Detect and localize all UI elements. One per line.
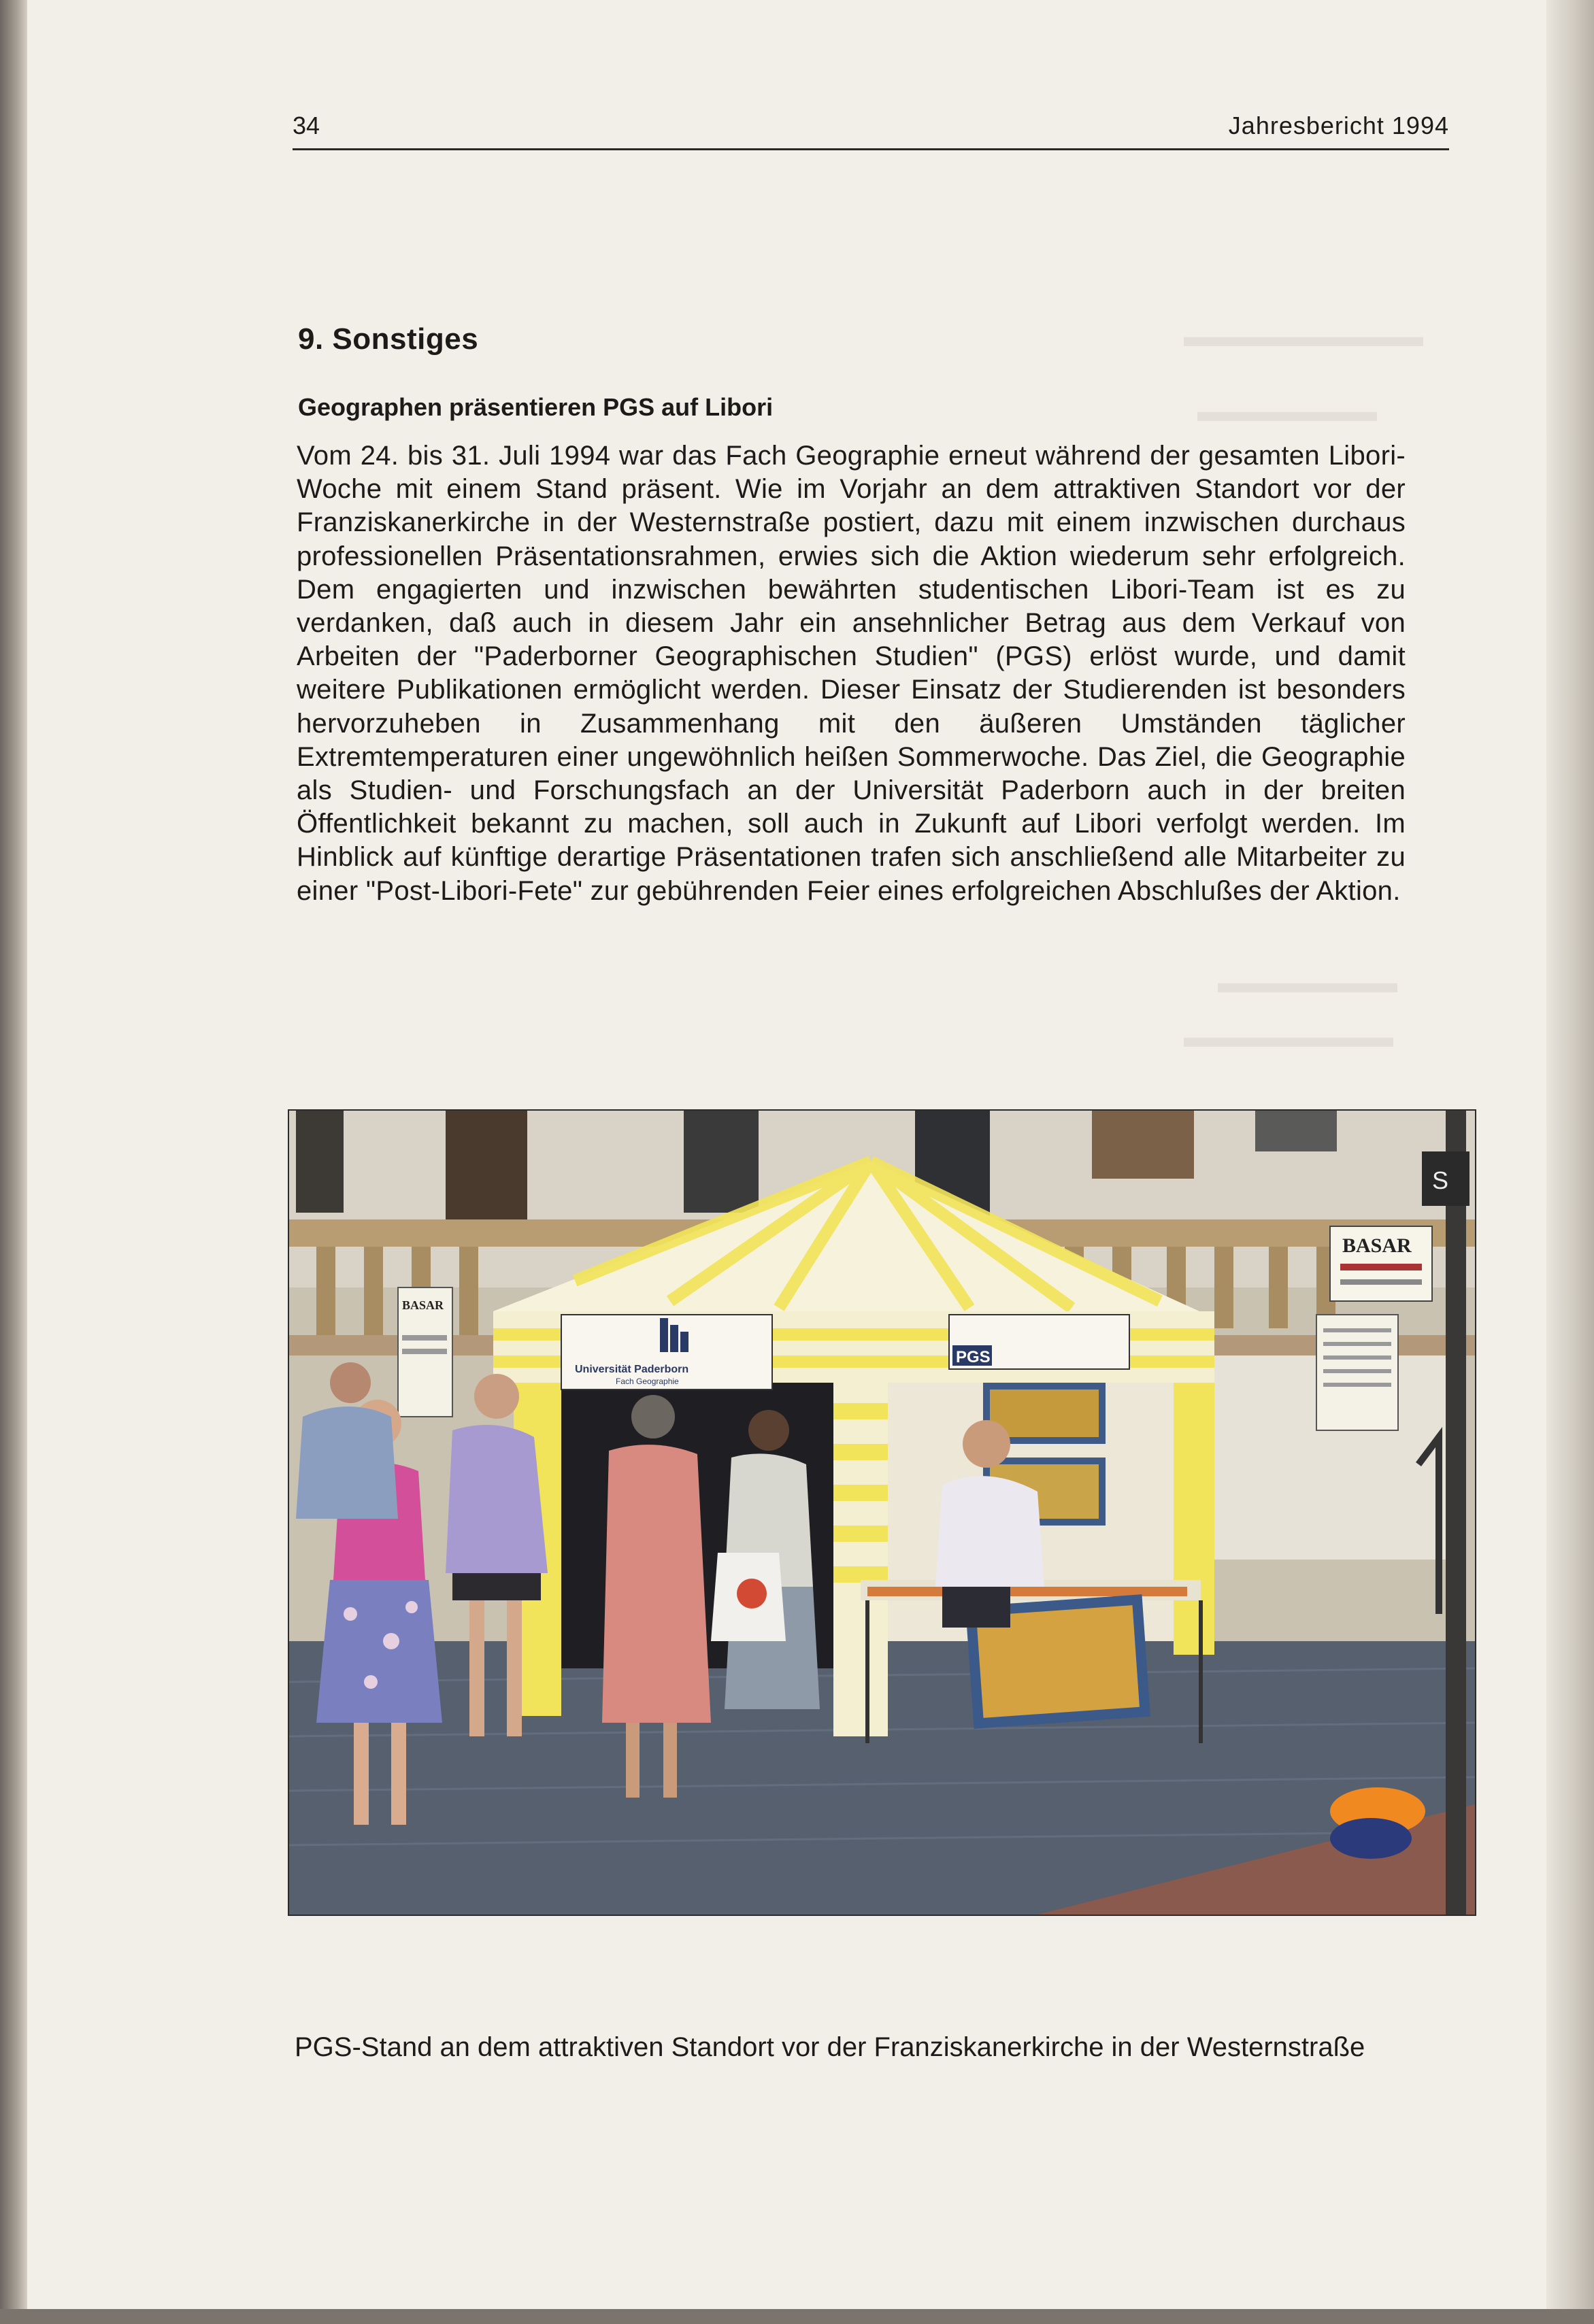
show-through-text: ▬▬▬▬▬▬▬: [1184, 1020, 1393, 1054]
running-head: Jahresbericht 1994: [1228, 112, 1449, 139]
book-spine-shadow: [0, 0, 27, 2324]
show-through-text: ▬▬▬▬▬▬: [1197, 394, 1377, 428]
sign-right-text: BASAR: [1342, 1234, 1412, 1257]
photo-caption: PGS-Stand an dem attraktiven Standort vor der Franziskanerkirche in der Westernstraße: [295, 2032, 1365, 2062]
show-through-text: ▬▬▬▬▬▬: [1218, 966, 1397, 999]
banner-pgs-text: PGS: [956, 1348, 991, 1366]
page-header: [293, 109, 1449, 150]
section-title: 9. Sonstiges: [298, 322, 479, 356]
street-sign-text: S: [1432, 1166, 1449, 1194]
photo-libori-stand: [289, 1111, 1475, 1915]
banner-university-text: Universität Paderborn: [575, 1364, 689, 1375]
show-through-text: ▬▬▬▬▬▬▬▬: [1184, 320, 1423, 353]
body-paragraph: Vom 24. bis 31. Juli 1994 war das Fach Geographie erneut während der gesamten Libori-Woche mit einem Stand präsent. Wie im Vorjahr an dem attraktiven Standort vor der Franziskanerkirche in der Westernstraße postiert, dazu mit einem inzwischen durchaus professionellen Präsentationsrahmen, erwies sich die Aktion wiederum sehr erfolgreich. Dem engagierten und inzwischen bewährten studentischen Libori-Team ist es zu verdanken, daß auch in diesem Jahr ein ansehnlicher Betrag aus dem Verkauf von Arbeiten der "Paderborner Geographischen Studien" (PGS) erlöst wurde, und damit weitere Publikationen ermöglicht werden. Dieser Einsatz der Studierenden ist besonders hervorzuheben in Zusammenhang mit den äußeren Umständen täglicher Extremtemperaturen einer ungewöhnlich heißen Sommerwoche. Das Ziel, die Geographie als Studien- und Forschungsfach an der Universität Paderborn auch in der breiten Öffentlichkeit bekannt zu machen, soll auch in Zukunft auf Libori verfolgt werden. Im Hinblick auf künftige derartige Präsentationen trafen sich anschließend alle Mitarbeiter zu einer "Post-Libori-Fete" zur gebührenden Feier eines erfolgreichen Abschlußes der Aktion.: [297, 441, 1406, 906]
banner-faculty-text: Fach Geographie: [616, 1377, 679, 1386]
sign-left-text: BASAR: [402, 1298, 444, 1312]
page-number: 34: [293, 112, 320, 139]
page-edge-shadow: [1546, 0, 1594, 2324]
subheading: Geographen präsentieren PGS auf Libori: [298, 393, 774, 421]
bottom-edge: [0, 2309, 1594, 2324]
